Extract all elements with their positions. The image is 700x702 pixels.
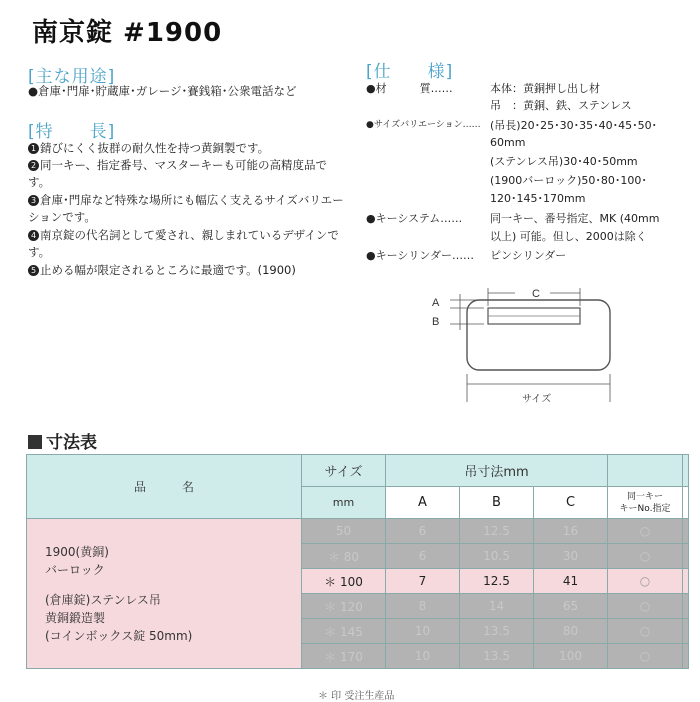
cell-a: 10 bbox=[386, 619, 460, 644]
cell-c: 65 bbox=[534, 594, 608, 619]
header-key-spec bbox=[608, 487, 683, 519]
header-size: サイズ bbox=[302, 455, 386, 487]
dim-label-b: B bbox=[432, 316, 440, 328]
number-2-icon: 2 bbox=[28, 160, 39, 171]
cell-a: 10 bbox=[386, 644, 460, 669]
number-4-icon: 4 bbox=[28, 230, 39, 241]
cell-edge bbox=[683, 544, 689, 569]
cell-a: 6 bbox=[386, 544, 460, 569]
spec-size-label: ●サイズバリエーション…… bbox=[366, 120, 481, 130]
table-footer-note: ＊ 印 受注生産品 bbox=[318, 691, 395, 702]
header-col-c: C bbox=[534, 487, 608, 519]
feature-item-1 bbox=[28, 140, 344, 157]
spec-material-label: ●材 質…… bbox=[366, 82, 453, 95]
spec-key-line2: 以上) 可能。但し、2000は除く bbox=[490, 230, 647, 243]
cell-b: 10.5 bbox=[460, 544, 534, 569]
cell-edge bbox=[683, 619, 689, 644]
cell-b: 14 bbox=[460, 594, 534, 619]
cell-a: 8 bbox=[386, 594, 460, 619]
table-row bbox=[27, 519, 689, 544]
header-key-spacer bbox=[608, 455, 683, 487]
cell-size: ＊ 80 bbox=[302, 544, 386, 569]
cell-a: 6 bbox=[386, 519, 460, 544]
cell-key: ○ bbox=[608, 594, 683, 619]
spec-material-shackle: 吊 ：黄銅、鉄、ステンレス bbox=[490, 99, 632, 112]
spec-size-line2: 60mm bbox=[490, 136, 526, 149]
product-name-line: (コインボックス錠 50mm) bbox=[45, 628, 193, 643]
dimension-table bbox=[26, 454, 689, 669]
features-heading: [特 長] bbox=[28, 122, 116, 142]
feature-text: 南京錠の代名詞として愛され、親しまれているデザインです。 bbox=[28, 228, 339, 259]
header-key-line1: 同一キー bbox=[627, 491, 664, 502]
cell-c: 80 bbox=[534, 619, 608, 644]
cell-edge bbox=[683, 519, 689, 544]
number-1-icon: 1 bbox=[28, 143, 39, 154]
spec-size-line1: (吊長)20･25･30･35･40･45･50･ bbox=[490, 119, 658, 132]
header-edge bbox=[683, 487, 689, 519]
number-3-icon: 3 bbox=[28, 195, 39, 206]
product-name-line: 黄銅鍛造製 bbox=[45, 610, 106, 625]
cell-key: ○ bbox=[608, 644, 683, 669]
header-product-name: 品 名 bbox=[27, 455, 302, 519]
spec-cylinder-value: ピンシリンダー bbox=[490, 249, 567, 262]
header-col-b: B bbox=[460, 487, 534, 519]
cell-key: ○ bbox=[608, 519, 683, 544]
cell-size: ＊ 145 bbox=[302, 619, 386, 644]
cell-c: 16 bbox=[534, 519, 608, 544]
cell-size: 50 bbox=[302, 519, 386, 544]
product-name-line: バーロック bbox=[45, 562, 105, 577]
feature-item-5 bbox=[28, 262, 344, 279]
product-name-cell bbox=[27, 519, 302, 669]
cell-c: 30 bbox=[534, 544, 608, 569]
spec-cylinder-label: ●キーシリンダー…… bbox=[366, 249, 474, 262]
feature-item-4 bbox=[28, 227, 344, 261]
cell-edge bbox=[683, 594, 689, 619]
spec-material-body: 本体：黄銅押し出し材 bbox=[490, 82, 600, 95]
feature-item-3 bbox=[28, 192, 344, 226]
product-name-line: 1900(黄銅) bbox=[45, 544, 109, 559]
spec-key-label: ●キーシステム…… bbox=[366, 212, 463, 225]
cell-c: 100 bbox=[534, 644, 608, 669]
spec-key-line1: 同一キー、番号指定、MK (40mm bbox=[490, 212, 660, 225]
number-5-icon: 5 bbox=[28, 265, 39, 276]
header-col-a: A bbox=[386, 487, 460, 519]
cell-b: 12.5 bbox=[460, 519, 534, 544]
spec-heading: [仕 様] bbox=[366, 62, 454, 82]
table-title bbox=[28, 428, 97, 453]
spec-size-line3: (ステンレス吊)30･40･50mm bbox=[490, 155, 638, 168]
feature-text: 止める幅が限定されるところに最適です。(1900) bbox=[40, 263, 296, 277]
feature-item-2 bbox=[28, 157, 344, 191]
header-size-unit: mm bbox=[302, 487, 386, 519]
dim-label-size: サイズ bbox=[522, 394, 552, 405]
uses-heading: [主な用途] bbox=[28, 67, 116, 87]
dim-label-c: C bbox=[532, 288, 540, 300]
feature-text: 錆びにくく抜群の耐久性を持つ黄銅製です。 bbox=[40, 141, 270, 155]
cell-size: ＊ 170 bbox=[302, 644, 386, 669]
uses-text: ●倉庫･門扉･貯蔵庫･ガレージ･賽銭箱･公衆電話など bbox=[28, 84, 297, 98]
cell-key: ○ bbox=[608, 544, 683, 569]
feature-text: 同一キー、指定番号、マスターキーも可能の高精度品です。 bbox=[28, 158, 328, 189]
header-edge bbox=[683, 455, 689, 487]
page-title: 南京錠 #1900 bbox=[32, 18, 223, 48]
dim-label-a: A bbox=[432, 297, 440, 309]
cell-size: ＊ 120 bbox=[302, 594, 386, 619]
cell-edge bbox=[683, 644, 689, 669]
cell-c: 41 bbox=[534, 569, 608, 594]
padlock-diagram bbox=[420, 280, 620, 410]
header-shackle-dims: 吊寸法mm bbox=[386, 455, 608, 487]
cell-key: ○ bbox=[608, 569, 683, 594]
feature-text: 倉庫･門扉など特殊な場所にも幅広く支えるサイズバリエーションです。 bbox=[28, 193, 344, 224]
square-bullet-icon bbox=[28, 435, 42, 449]
cell-edge bbox=[683, 569, 689, 594]
header-key-line2: キーNo.指定 bbox=[619, 503, 671, 514]
spec-size-line5: 120･145･170mm bbox=[490, 192, 586, 205]
cell-a: 7 bbox=[386, 569, 460, 594]
cell-b: 13.5 bbox=[460, 644, 534, 669]
cell-b: 13.5 bbox=[460, 619, 534, 644]
spec-size-line4: (1900バーロック)50･80･100･ bbox=[490, 174, 647, 187]
table-title-text: 寸法表 bbox=[46, 433, 97, 453]
cell-b: 12.5 bbox=[460, 569, 534, 594]
product-name-gap bbox=[45, 579, 301, 591]
product-name-line: (倉庫錠)ステンレス吊 bbox=[45, 592, 161, 607]
cell-key: ○ bbox=[608, 619, 683, 644]
cell-size: ＊ 100 bbox=[302, 569, 386, 594]
